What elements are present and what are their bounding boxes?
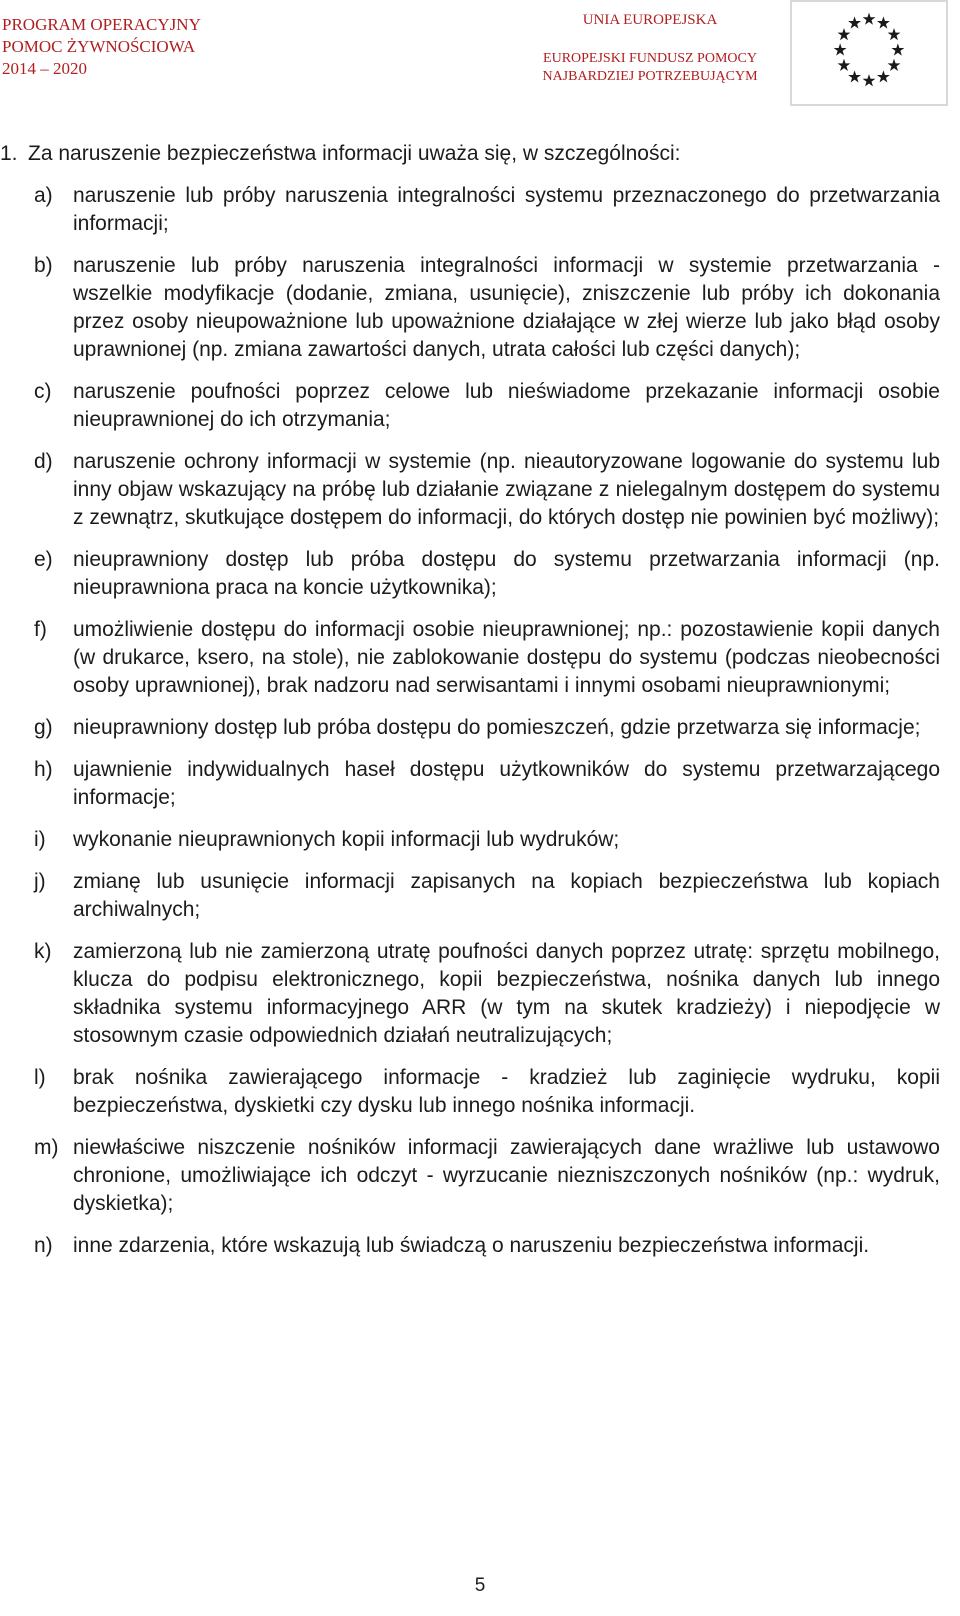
list-item-label: k) [34,940,52,963]
list-item-g [0,714,940,742]
list-item-m [0,1134,940,1218]
list-item-label: l) [34,1066,46,1089]
eu-flag-stars-icon [790,0,948,106]
list-item-text: brak nośnika zawierającego informacje - kradzież lub zaginięcie wydruku, kopii bezpieczeństwa, dyskietki czy dysku lub innego nośnika informacji. [73,1066,940,1117]
list-item-label: j) [34,870,46,893]
list-item-label: b) [34,254,53,277]
list-item-label: c) [34,380,52,403]
list-item-j [0,868,940,924]
list-item-text: inne zdarzenia, które wskazują lub świadczą o naruszeniu bezpieczeństwa informacji. [73,1234,870,1257]
list-item-k [0,938,940,1050]
page-header [0,0,960,112]
fund-name [520,50,780,86]
list-item-i [0,826,940,854]
section-heading-text: Za naruszenie bezpieczeństwa informacji uważa się, w szczególności: [28,142,681,165]
section-heading [0,140,940,168]
list-item-c [0,378,940,434]
list-item-label: a) [34,184,53,207]
list-item-text: niewłaściwe niszczenie nośników informacji zawierających dane wrażliwe lub ustawowo chronione, umożliwiające ich odczyt - wyrzucanie niezniszczonych nośników (np.: wydruk, dyskietka); [73,1136,940,1215]
list-item-b [0,252,940,364]
list-item-text: zamierzoną lub nie zamierzoną utratę poufności danych poprzez utratę: sprzętu mobilnego, klucza do podpisu elektronicznego, kopii bezpieczeństwa, nośnika danych lub innego składnika systemu informacyjnego ARR (w tym na skutek kradzieży) i niepodjęcie w stosownym czasie odpowiednich działań neutralizujących; [73,940,940,1047]
list-item-label: m) [34,1136,59,1159]
list-item-label: f) [34,618,47,641]
program-line-3: 2014 – 2020 [2,59,87,78]
document-body [0,140,940,1274]
list-item-e [0,546,940,602]
list-item-label: d) [34,450,53,473]
list-item-l [0,1064,940,1120]
list-item-d [0,448,940,532]
list-item-label: e) [34,548,53,571]
section-number: 1. [0,142,18,165]
list-item-text: naruszenie lub próby naruszenia integralności systemu przeznaczonego do przetwarzania informacji; [73,184,940,235]
page-number: 5 [474,1575,486,1596]
list-item-text: zmianę lub usunięcie informacji zapisanych na kopiach bezpieczeństwa lub kopiach archiwalnych; [73,870,940,921]
list-item-text: naruszenie lub próby naruszenia integralności informacji w systemie przetwarzania - wszelkie modyfikacje (dodanie, zmiana, usunięcie), zniszczenie lub próby ich dokonania przez osoby nieupoważnione lub upoważnione działające w złej wierze lub jako błąd osoby uprawnionej (np. zmiana zawartości danych, utrata całości lub części danych); [73,254,940,361]
list-item-label: g) [34,716,53,739]
eu-fund-block [520,10,780,86]
list-item-label: n) [34,1234,53,1257]
list-item-label: h) [34,758,53,781]
list-item-n [0,1232,940,1260]
list-item-text: ujawnienie indywidualnych haseł dostępu użytkowników do systemu przetwarzającego informacje; [73,758,940,809]
program-line-2: POMOC ŻYWNOŚCIOWA [2,37,196,56]
list-item-text: nieuprawniony dostęp lub próba dostępu do pomieszczeń, gdzie przetwarza się informacje; [73,716,921,739]
list-item-label: i) [34,828,46,851]
list-item-text: wykonanie nieuprawnionych kopii informacji lub wydruków; [73,828,620,851]
fund-line-2: NAJBARDZIEJ POTRZEBUJĄCYM [542,69,758,84]
list-item-text: naruszenie poufności poprzez celowe lub nieświadome przekazanie informacji osobie nieuprawnionej do ich otrzymania; [73,380,940,431]
list-item-a [0,182,940,238]
list-item-f [0,616,940,700]
list-item-h [0,756,940,812]
program-name-block [2,14,201,80]
list-item-text: naruszenie ochrony informacji w systemie (np. nieautoryzowane logowanie do systemu lub inny objaw wskazujący na próbę lub działanie związane z nielegalnym dostępem do systemu z zewnątrz, skutkujące dostępem do informacji, do których dostęp nie powinien być możliwy); [73,450,940,529]
program-line-1: PROGRAM OPERACYJNY [2,15,201,34]
list-item-text: umożliwienie dostępu do informacji osobie nieuprawnionej; np.: pozostawienie kopii danych (w drukarce, ksero, na stole), nie zablokowanie dostępu do systemu (podczas nieobecności osoby uprawnionej), brak nadzoru nad serwisantami i innymi osobami nieuprawnionymi; [73,618,940,697]
eu-title: UNIA EUROPEJSKA [582,12,718,28]
list-item-text: nieuprawniony dostęp lub próba dostępu do systemu przetwarzania informacji (np. nieuprawniona praca na koncie użytkownika); [73,548,940,599]
fund-line-1: EUROPEJSKI FUNDUSZ POMOCY [543,51,757,66]
